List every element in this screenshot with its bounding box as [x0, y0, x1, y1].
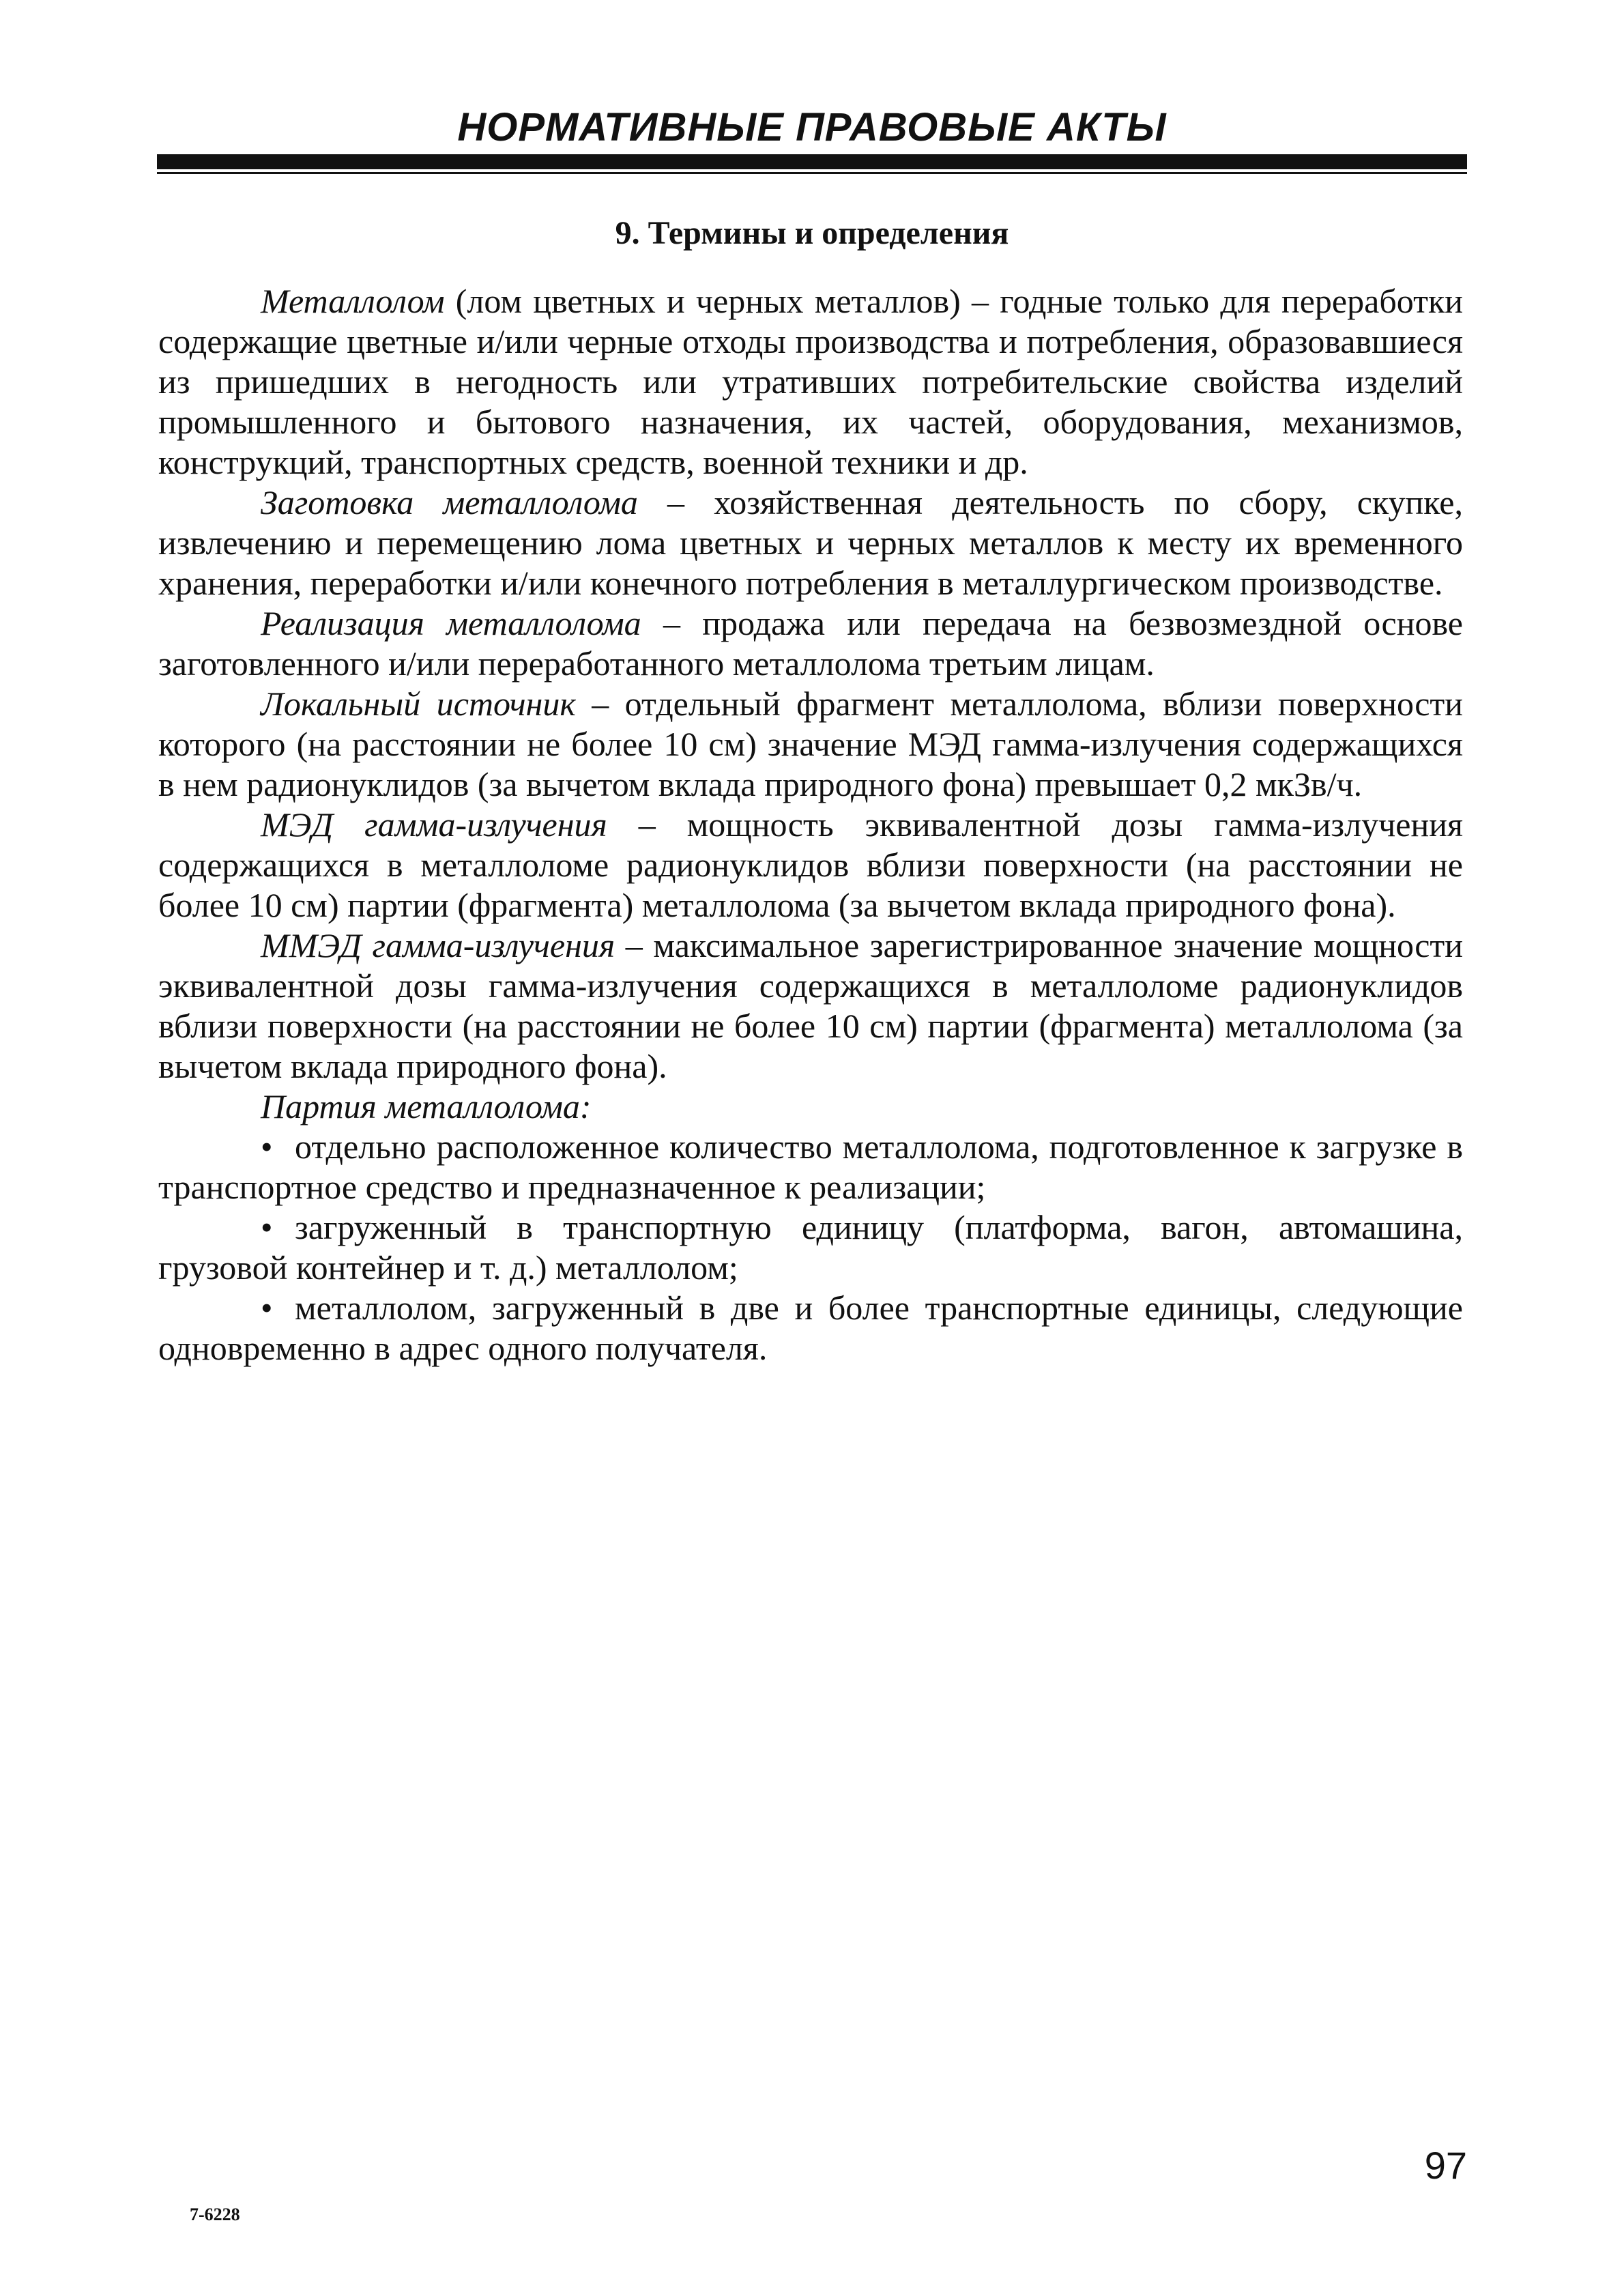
definition-term: Локальный источник — [261, 685, 576, 723]
definition-term: Заготовка металлолома — [261, 483, 638, 521]
definition-text: (лом цветных и черных металлов) – годные только для переработки содержащие цветные и/или черные отходы производства и потребления, образовавшиеся из пришедших в негодность или утративших потребительские свойства изделий промышленного и бытового назначения, их частей, оборудования, механизмов, конструкций, транспортных средств, военной техники и др. — [158, 282, 1463, 481]
list-item — [158, 1207, 1463, 1288]
footer-code: 7-6228 — [190, 2205, 240, 2224]
list-item-text: металлолом, загруженный в две и более транспортные единицы, следующие одновременно в адрес одного получателя. — [158, 1289, 1463, 1367]
definition-paragraph — [158, 281, 1463, 483]
document-body — [158, 281, 1463, 1368]
definition-text: – отдельный фрагмент металлолома, вблизи поверхности которого (на расстоянии не более 10 см) значение МЭД гамма-излучения содержащихся в нем радионуклидов (за вычетом вклада природного фона) превышает 0,2 мкЗв/ч. — [158, 685, 1464, 803]
bullet-icon: • — [261, 1289, 273, 1327]
definition-paragraph — [158, 1087, 1463, 1127]
definition-paragraph — [158, 483, 1463, 603]
running-header: НОРМАТИВНЫЕ ПРАВОВЫЕ АКТЫ — [457, 105, 1167, 149]
bullet-icon: • — [261, 1208, 273, 1246]
definition-term: Реализация металлолома — [261, 604, 641, 642]
header-rule-thin — [157, 172, 1467, 174]
definition-paragraph — [158, 925, 1463, 1087]
definition-paragraph — [158, 805, 1463, 925]
bullet-icon: • — [261, 1128, 273, 1166]
definition-text: – хозяйственная деятельность по сбору, скупке, извлечению и перемещению лома цветных и черных металлов к месту их временного хранения, переработки и/или конечного потребления в металлургическом производстве. — [158, 483, 1463, 602]
list-item — [158, 1127, 1463, 1207]
definition-term: ММЭД гамма-излучения — [261, 926, 615, 964]
definition-term: Партия металлолома: — [261, 1087, 592, 1125]
page-number: 97 — [1424, 2144, 1467, 2187]
definition-paragraph — [158, 603, 1463, 684]
list-item-text: загруженный в транспортную единицу (платформа, вагон, автомашина, грузовой контейнер и т. д.) металлолом; — [158, 1208, 1463, 1287]
definition-term: МЭД гамма-излучения — [261, 805, 607, 844]
definition-text: – мощность эквивалентной дозы гамма-излучения содержащихся в металлоломе радионуклидов вблизи поверхности (на расстоянии не более 10 см) партии (фрагмента) металлолома (за вычетом вклада природного фона). — [158, 805, 1463, 924]
section-title: 9. Термины и определения — [615, 215, 1009, 251]
header-rule-thick — [157, 154, 1467, 169]
definition-text: – максимальное зарегистрированное значение мощности эквивалентной дозы гамма-излучения содержащихся в металлоломе радионуклидов вблизи поверхности (на расстоянии не более 10 см) партии (фрагмента) металлолома (за вычетом вклада природного фона). — [158, 926, 1464, 1085]
definition-term: Металлолом — [261, 282, 445, 320]
list-item — [158, 1288, 1463, 1368]
list-item-text: отдельно расположенное количество металлолома, подготовленное к загрузке в транспортное средство и предназначенное к реализации; — [158, 1128, 1463, 1206]
definition-paragraph — [158, 684, 1463, 805]
definition-text: – продажа или передача на безвозмездной основе заготовленного и/или переработанного металлолома третьим лицам. — [158, 604, 1463, 683]
